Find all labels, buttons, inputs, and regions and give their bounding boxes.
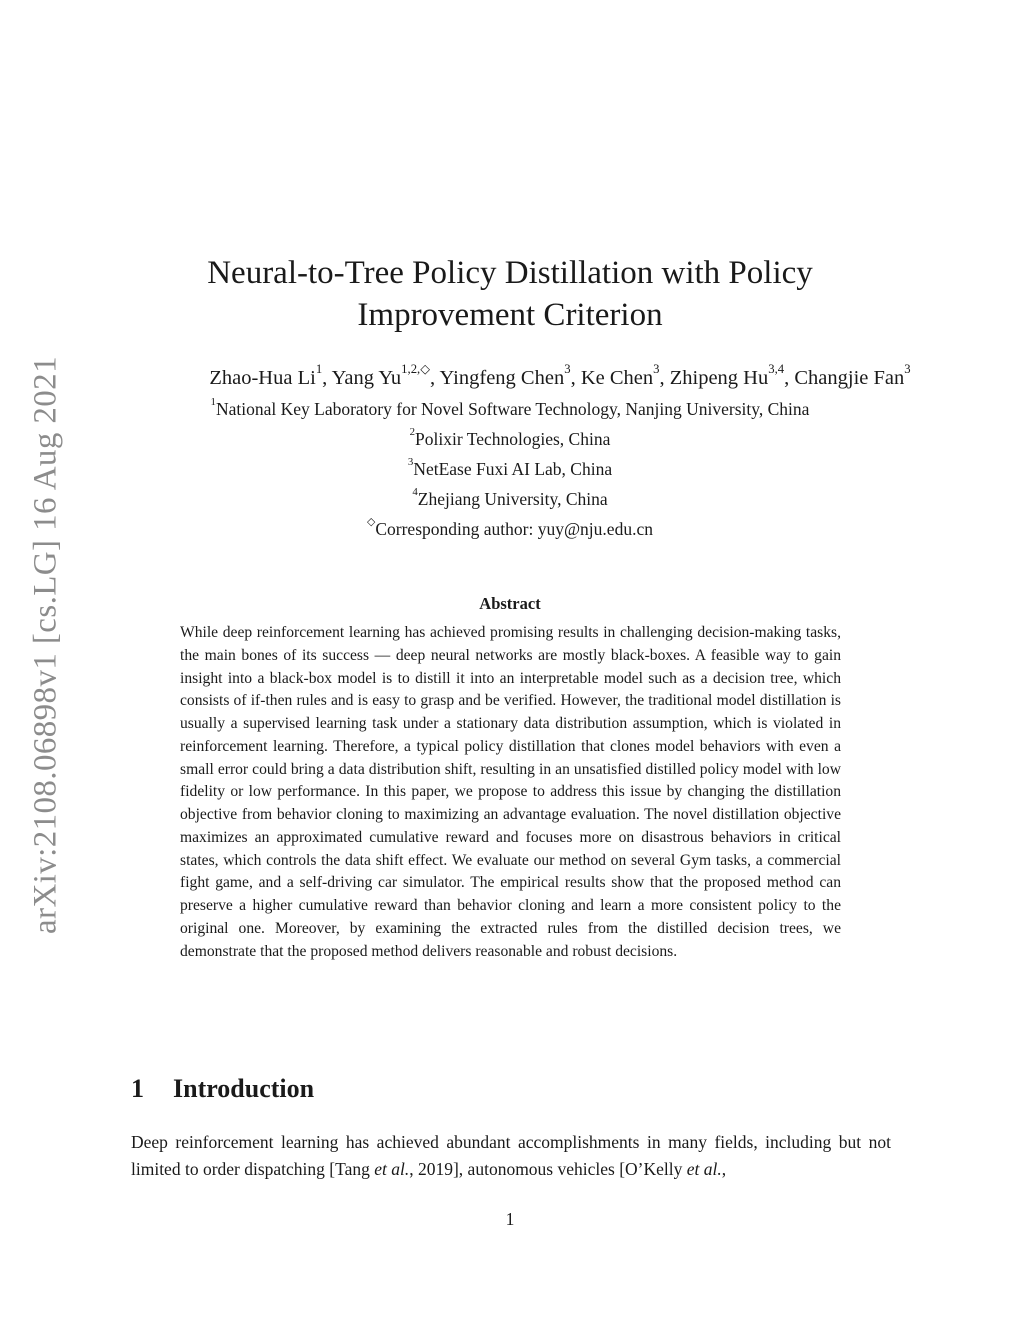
affiliation-mark: 2 bbox=[409, 426, 416, 439]
section-title: Introduction bbox=[173, 1074, 315, 1103]
author-name: Zhipeng Hu bbox=[669, 367, 769, 389]
author-list: Zhao-Hua Li$^1$, Yang $Yu^{1,2,◇}$, Yingfeng Chen$^3$, Ke Chen$^3$, Zhipeng Hu$^{3,4}$, Changjie Fan$^3$ bbox=[209, 362, 911, 389]
author-affiliation-mark: 1 bbox=[315, 362, 323, 376]
author-name: Changjie Fan bbox=[794, 367, 905, 389]
author-affiliation-mark: 3 bbox=[564, 362, 571, 376]
author-name: Yingfeng Chen bbox=[439, 367, 565, 389]
author-name: Zhao-Hua Li bbox=[209, 367, 316, 389]
affiliation-line bbox=[150, 458, 870, 480]
title-line-2: Improvement Criterion bbox=[357, 297, 663, 333]
title-line-1: Neural-to-Tree Policy Distillation with Policy bbox=[207, 255, 813, 291]
section-number: 1 bbox=[131, 1074, 144, 1103]
affiliation-line bbox=[150, 428, 870, 450]
author-name: Ke Chen bbox=[580, 367, 654, 389]
abstract-body: While deep reinforcement learning has achieved promising results in challenging decision-making tasks, the main bones of its success — deep neural networks are mostly black-boxes. A feasible way to gain insight into a black-box model is to distill it into an interpretable model such as a decision tree, which consists of if-then rules and is easy to grasp and be verified. However, the traditional model distillation is usually a supervised learning task under a stationary data distribution assumption, which is violated in reinforcement learning. Therefore, a typical policy distillation that clones model behaviors with even a small error could bring a data distribution shift, resulting in an unsatisfied distilled policy model with low fidelity or low performance. In this paper, we propose to address this issue by changing the distillation objective from behavior cloning to maximizing an advantage evaluation. The novel distillation objective maximizes an approximated cumulative reward and focuses more on disastrous behaviors in critical states, which controls the data shift effect. We evaluate our method on several Gym tasks, a commercial fight game, and a self-driving car simulator. The empirical results show that the proposed method can preserve a higher cumulative reward than behavior cloning and learn a more consistent policy to the original one. Moreover, by examining the extracted rules from the distilled decision trees, we demonstrate that the proposed method delivers reasonable and robust decisions. bbox=[180, 624, 841, 960]
author-affiliation-mark: 3,4 bbox=[768, 362, 785, 376]
author-affiliation-mark: 3 bbox=[904, 362, 911, 376]
affiliation-line bbox=[150, 398, 870, 420]
author-affiliation-mark: 1,2,◇ bbox=[401, 362, 430, 376]
affiliation-mark: 1 bbox=[210, 396, 216, 409]
affiliation-mark: 4 bbox=[412, 486, 418, 499]
section-heading-introduction bbox=[131, 1074, 314, 1104]
abstract-heading: Abstract bbox=[479, 594, 541, 613]
arxiv-identifier-stamp bbox=[18, 350, 74, 940]
corresponding-author-text: Corresponding author: yuy@nju.edu.cn bbox=[375, 519, 653, 539]
affiliation-line bbox=[150, 488, 870, 510]
affiliation-text: Polixir Technologies, China bbox=[415, 429, 611, 449]
affiliation-mark: 3 bbox=[407, 456, 414, 469]
citation-et-al: et al. bbox=[686, 1159, 722, 1179]
author-name: Yang Yu bbox=[331, 367, 402, 389]
affiliation-text: Zhejiang University, China bbox=[417, 489, 608, 509]
citation-et-al: et al. bbox=[374, 1159, 410, 1179]
corresponding-author-mark: ◇ bbox=[367, 516, 376, 529]
paper-title bbox=[150, 252, 870, 336]
affiliation-text: NetEase Fuxi AI Lab, China bbox=[413, 459, 613, 479]
page-number: 1 bbox=[505, 1209, 515, 1229]
introduction-text: , 2019], autonomous vehicles [O’Kelly bbox=[409, 1159, 687, 1179]
corresponding-author-line bbox=[150, 518, 870, 540]
introduction-text: Deep reinforcement learning has achieved abundant accomplishments in many fields, including but not limited to order dispatching [Tang bbox=[131, 1132, 891, 1179]
introduction-text: , bbox=[721, 1159, 727, 1179]
affiliation-text: National Key Laboratory for Novel Software Technology, Nanjing University, China bbox=[215, 399, 810, 419]
arxiv-identifier-text: arXiv:2108.06898v1 [cs.LG] 16 Aug 2021 bbox=[27, 356, 64, 934]
introduction-paragraph bbox=[131, 1129, 891, 1183]
author-affiliation-mark: 3 bbox=[653, 362, 660, 376]
